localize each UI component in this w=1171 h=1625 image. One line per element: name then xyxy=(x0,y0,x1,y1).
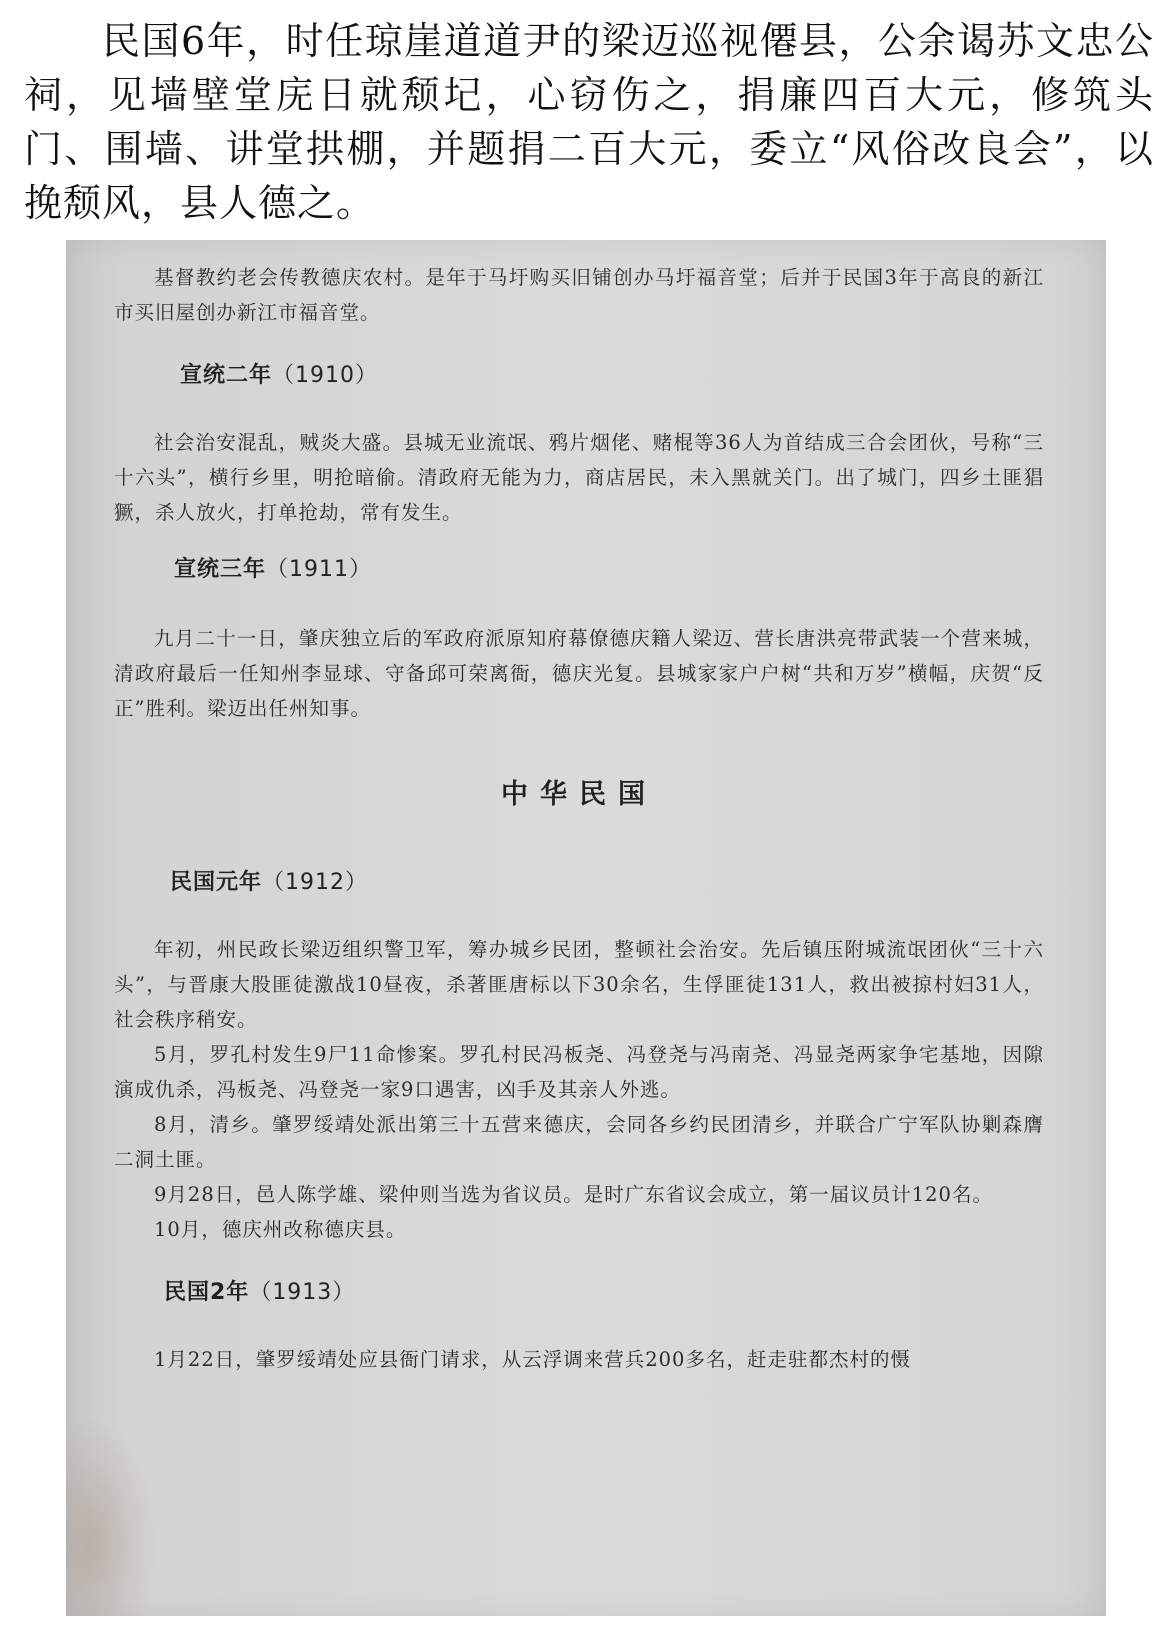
paragraph-church: 基督教约老会传教德庆农村。是年于马圩购买旧铺创办马圩福音堂；后并于民国3年于高良的新江市买旧屋创办新江市福音堂。 xyxy=(114,266,1044,324)
heading-minguo-2 xyxy=(114,1275,1044,1306)
heading-minguo-1 xyxy=(114,865,1044,896)
paragraph-1912-d: 9月28日，邑人陈学雄、梁仲则当选为省议员。是时广东省议会成立，第一届议员计120名。 xyxy=(154,1183,993,1206)
heading-year: （1911） xyxy=(266,557,373,582)
heading-year: （1913） xyxy=(249,1280,356,1305)
intro-paragraph: 民国6年，时任琼崖道道尹的梁迈巡视僊县，公余谒苏文忠公祠，见墙壁堂庑日就颓圮，心窃伤之，捐廉四百大元，修筑头门、围墙、讲堂拱棚，并题捐二百大元，委立“风俗改良会”，以挽颓风，县人德之。 xyxy=(24,19,1154,225)
paragraph-1911: 九月二十一日，肇庆独立后的军政府派原知府幕僚德庆籍人梁迈、营长唐洪亮带武装一个营来城，清政府最后一任知州李显球、守备邱可荣离衙，德庆光复。县城家家户户树“共和万岁”横幅，庆贺“反正”胜利。梁迈出任州知事。 xyxy=(114,627,1044,720)
book-page xyxy=(114,260,1044,1377)
heading-title: 民国2年 xyxy=(164,1280,250,1305)
heading-title: 宣统三年 xyxy=(174,557,267,582)
paragraph-1912-c: 8月，清乡。肇罗绥靖处派出第三十五营来德庆，会同各乡约民团清乡，并联合广宁军队协剿森膺二洞土匪。 xyxy=(114,1113,1044,1171)
heading-title: 民国元年 xyxy=(170,870,263,895)
heading-year: （1910） xyxy=(272,363,379,388)
section-title: 中华民国 xyxy=(501,779,657,810)
heading-title: 宣统二年 xyxy=(180,363,273,388)
heading-xuantong-3 xyxy=(114,552,1044,583)
heading-year: （1912） xyxy=(262,870,369,895)
paragraph-1912-e: 10月，德庆州改称德庆县。 xyxy=(154,1218,407,1241)
paragraph-1913: 1月22日，肇罗绥靖处应县衙门请求，从云浮调来营兵200多名，赶走驻都杰村的慑 xyxy=(154,1348,911,1371)
paragraph-1912-a: 年初，州民政长梁迈组织警卫军，筹办城乡民团，整顿社会治安。先后镇压附城流氓团伙“三十六头”，与晋康大股匪徒激战10昼夜，杀著匪唐标以下30余名，生俘匪徒131人，救出被掠村妇31人，社会秩序稍安。 xyxy=(114,938,1044,1031)
heading-xuantong-2 xyxy=(114,358,1044,389)
photo-shadow xyxy=(66,1416,156,1616)
paragraph-1912-b: 5月，罗孔村发生9尸11命惨案。罗孔村民冯板尧、冯登尧与冯南尧、冯显尧两家争宅基地，因隙演成仇杀，冯板尧、冯登尧一家9口遇害，凶手及其亲人外逃。 xyxy=(114,1043,1044,1101)
paragraph-1910: 社会治安混乱，贼炎大盛。县城无业流氓、鸦片烟佬、赌棍等36人为首结成三合会团伙，号称“三十六头”，横行乡里，明抢暗偷。清政府无能为力，商店居民，未入黑就关门。出了城门，四乡土匪猖獗，杀人放火，打单抢劫，常有发生。 xyxy=(114,431,1044,524)
book-page-photo xyxy=(66,240,1106,1616)
